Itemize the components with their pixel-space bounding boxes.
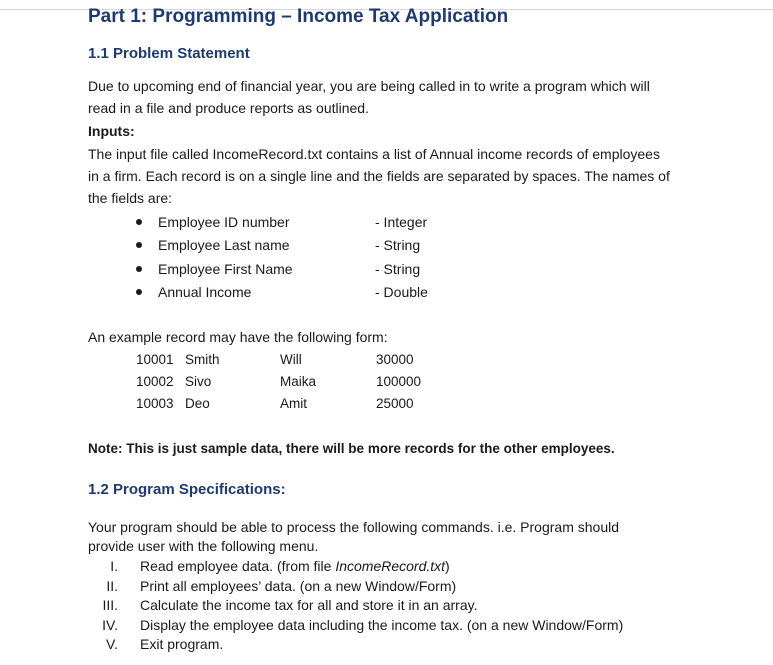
problem-intro-line-2: read in a file and produce reports as outlined. (88, 100, 369, 116)
input-desc-line-2: in a firm. Each record is on a single line and the fields are separated by spaces. The names of (88, 168, 670, 184)
menu-item (98, 578, 456, 594)
menu-text: Exit program. (140, 636, 224, 652)
menu-number: I. (110, 558, 118, 574)
record-first-name: Maika (280, 374, 317, 389)
record-last-name: Sivo (185, 374, 212, 389)
field-type: - String (375, 261, 421, 277)
field-name: Employee ID number (158, 214, 290, 230)
menu-number: II. (106, 578, 118, 594)
menu-item (98, 558, 450, 574)
field-list-item (136, 237, 290, 253)
field-list-item (136, 284, 251, 300)
specs-intro-line-1: Your program should be able to process the following commands. i.e. Program should (88, 519, 619, 535)
menu-item (98, 597, 477, 613)
sample-data-note: Note: This is just sample data, there will be more records for the other employees. (88, 441, 615, 456)
field-name: Employee First Name (158, 261, 293, 277)
bullet-icon (136, 219, 142, 225)
record-income: 30000 (376, 352, 414, 367)
menu-file-name: IncomeRecord.txt (335, 558, 446, 574)
field-name: Employee Last name (158, 237, 290, 253)
field-type: - Double (375, 284, 428, 300)
input-desc-line-1: The input file called IncomeRecord.txt contains a list of Annual income records of employees (88, 146, 660, 162)
record-id: 10003 (136, 396, 174, 411)
program-specs-heading: 1.2 Program Specifications: (88, 481, 286, 498)
menu-text: Display the employee data including the income tax. (on a new Window/Form) (140, 617, 624, 633)
bullet-icon (136, 266, 142, 272)
record-id: 10001 (136, 352, 174, 367)
menu-number: V. (106, 636, 118, 652)
field-type: - Integer (375, 214, 428, 230)
field-list-item (136, 214, 290, 230)
menu-number: IV. (102, 617, 118, 633)
field-type: - String (375, 237, 421, 253)
example-intro: An example record may have the following form: (88, 329, 388, 345)
menu-item (98, 617, 623, 633)
field-list-item (136, 261, 293, 277)
field-name: Annual Income (158, 284, 252, 300)
menu-text: Print all employees’ data. (on a new Window/Form) (140, 578, 457, 594)
problem-intro-line-1: Due to upcoming end of financial year, you are being called in to write a program which will (88, 78, 650, 94)
menu-text-after: ) (445, 558, 450, 574)
record-first-name: Amit (280, 396, 307, 411)
menu-text: Read employee data. (from file (140, 558, 336, 574)
record-income: 25000 (376, 396, 414, 411)
problem-statement-heading: 1.1 Problem Statement (88, 45, 250, 62)
record-id: 10002 (136, 374, 174, 389)
record-last-name: Smith (185, 352, 220, 367)
menu-number: III. (102, 597, 118, 613)
input-desc-line-3: the fields are: (88, 190, 173, 206)
specs-intro-line-2: provide user with the following menu. (88, 538, 319, 554)
menu-text: Calculate the income tax for all and store it in an array. (140, 597, 478, 613)
bullet-icon (136, 289, 142, 295)
record-last-name: Deo (185, 396, 210, 411)
page-title: Part 1: Programming – Income Tax Application (88, 6, 509, 27)
record-first-name: Will (280, 352, 302, 367)
bullet-icon (136, 242, 142, 248)
inputs-label: Inputs: (88, 123, 135, 139)
menu-item (98, 636, 223, 652)
record-income: 100000 (376, 374, 422, 389)
